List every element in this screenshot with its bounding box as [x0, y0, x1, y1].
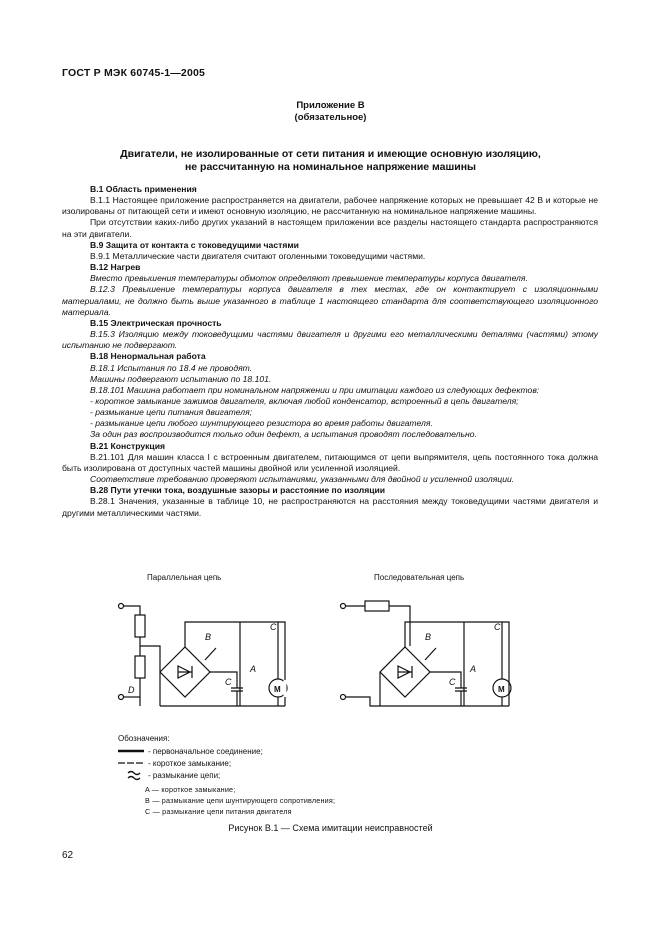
clause-b18-1: В.18.1 Испытания по 18.4 не проводят.	[90, 362, 253, 373]
mark-a-left: A	[250, 664, 257, 674]
mark-c-cap-left: C	[225, 677, 232, 687]
clause-b18-1b: Машины подвергают испытанию по 18.101.	[90, 373, 272, 384]
document-header: ГОСТ Р МЭК 60745-1—2005	[62, 67, 206, 79]
legend-short-circuit: - короткое замыкание;	[148, 759, 232, 768]
shunt-resistor-1	[135, 615, 145, 637]
section-b1-heading: В.1 Область применения	[90, 184, 197, 194]
document-title-line-2: не рассчитанную на номинальное напряжение машины	[184, 161, 477, 173]
document-title-line-1: Двигатели, не изолированные от сети питания и имеющие основную изоляцию,	[120, 148, 541, 160]
document-body	[62, 184, 598, 519]
clause-b18-end: За один раз воспроизводится только один дефект, а испытания проводят последовательно.	[90, 429, 477, 440]
mark-b-left: B	[205, 632, 212, 642]
legend-original-connection: - первоначальное соединение;	[148, 747, 263, 756]
clause-b12-intro: Вместо превышения температуры обмоток определяют превышение температуры корпуса двигателя.	[90, 273, 528, 284]
defect-list-item: - короткое замыкание зажимов двигателя, включая любой конденсатор, встроенный в цепь двигателя;	[90, 395, 519, 406]
clause-b21-101: В.21.101 Для машин класса I с встроенным двигателем, питающимся от цепи выпрямителя, цепь постоянного тока должна быть изолирована от доступных частей машины двойной или усиленной изоляцией.	[62, 451, 598, 473]
clause-b1-1: В.1.1 Настоящее приложение распространяется на двигатели, рабочее напряжение которых не превышает 42 В и которые не изолированы от питающей сети и имеют основную изоляцию, не рассчитанную на номинальное напряжение машины.	[62, 195, 598, 217]
clause-b28-1: В.28.1 Значения, указанные в таблице 10, не распространяются на расстояния между токоведущими частями двигателя и другими металлическими частями.	[62, 496, 598, 518]
series-resistor	[365, 601, 389, 611]
mark-c-cap-right: C	[449, 677, 456, 687]
clause-b21-check: Соответствие требованию проверяют испытаниями, указанными для двойной и усиленной изоляции.	[90, 474, 515, 485]
defect-list-item: - размыкание цепи любого шунтирующего резистора во время работы двигателя.	[90, 418, 433, 429]
defect-list-item: - размыкание цепи питания двигателя;	[90, 407, 253, 418]
note-a: A — короткое замыкание;	[145, 785, 236, 794]
appendix-status: (обязательное)	[294, 112, 367, 123]
legend-title: Обозначения:	[118, 734, 170, 743]
mark-a-right: A	[470, 664, 477, 674]
appendix-title: Приложение В	[296, 100, 365, 111]
page-number: 62	[62, 850, 74, 861]
section-b28-heading: В.28 Пути утечки тока, воздушные зазоры и расстояние по изоляции	[90, 485, 386, 496]
mark-c-right: C	[494, 622, 501, 632]
note-b: B — размыкание цепи шунтирующего сопротивления;	[145, 796, 336, 805]
shunt-resistor-2	[135, 656, 145, 678]
clause-b18-101: В.18.101 Машина работает при номинальном напряжении и при имитации каждого из следующих дефектов:	[90, 384, 540, 395]
clause-b1-note: При отсутствии каких-либо других указаний в настоящем приложении все разделы настоящего стандарта распространяются на эти двигатели.	[62, 217, 598, 239]
legend-symbols	[118, 746, 148, 786]
series-circuit-label: Последовательная цепь	[374, 573, 465, 582]
figure-caption: Рисунок В.1 — Схема имитации неисправностей	[228, 823, 433, 833]
motor-right-label: M	[498, 685, 505, 694]
motor-left-label: M	[274, 685, 281, 694]
figure-legend	[118, 734, 538, 819]
clause-b12-3: В.12.3 Превышение температуры корпуса двигателя в тех местах, где он контактирует с изоляционными материалами, не должно быть выше указанного в таблице 1 настоящего стандарта для соответствующего изоляционного материала.	[62, 284, 598, 317]
section-b18-heading: В.18 Ненормальная работа	[90, 351, 206, 362]
mark-b-right: B	[425, 632, 432, 642]
section-b21-heading: В.21 Конструкция	[90, 440, 166, 451]
clause-b15-3: В.15.3 Изоляцию между токоведущими частями двигателя и другими его металлическими деталями (частями) этому испытанию не подвергают.	[62, 329, 598, 351]
section-b15-heading: В.15 Электрическая прочность	[90, 317, 222, 328]
section-b12-heading: В.12 Нагрев	[90, 262, 141, 273]
note-c: C — размыкание цепи питания двигателя	[145, 807, 292, 816]
mark-d: D	[128, 685, 135, 695]
fault-simulation-diagram	[0, 560, 661, 740]
parallel-circuit-label: Параллельная цепь	[147, 573, 222, 582]
mark-c-left: C	[270, 622, 277, 632]
legend-open-circuit: - размыкание цепи;	[148, 771, 221, 780]
clause-b9-1: В.9.1 Металлические части двигателя считают оголенными токоведущими частями.	[90, 250, 426, 261]
section-b9-heading: В.9 Защита от контакта с токоведущими частями	[90, 239, 299, 250]
